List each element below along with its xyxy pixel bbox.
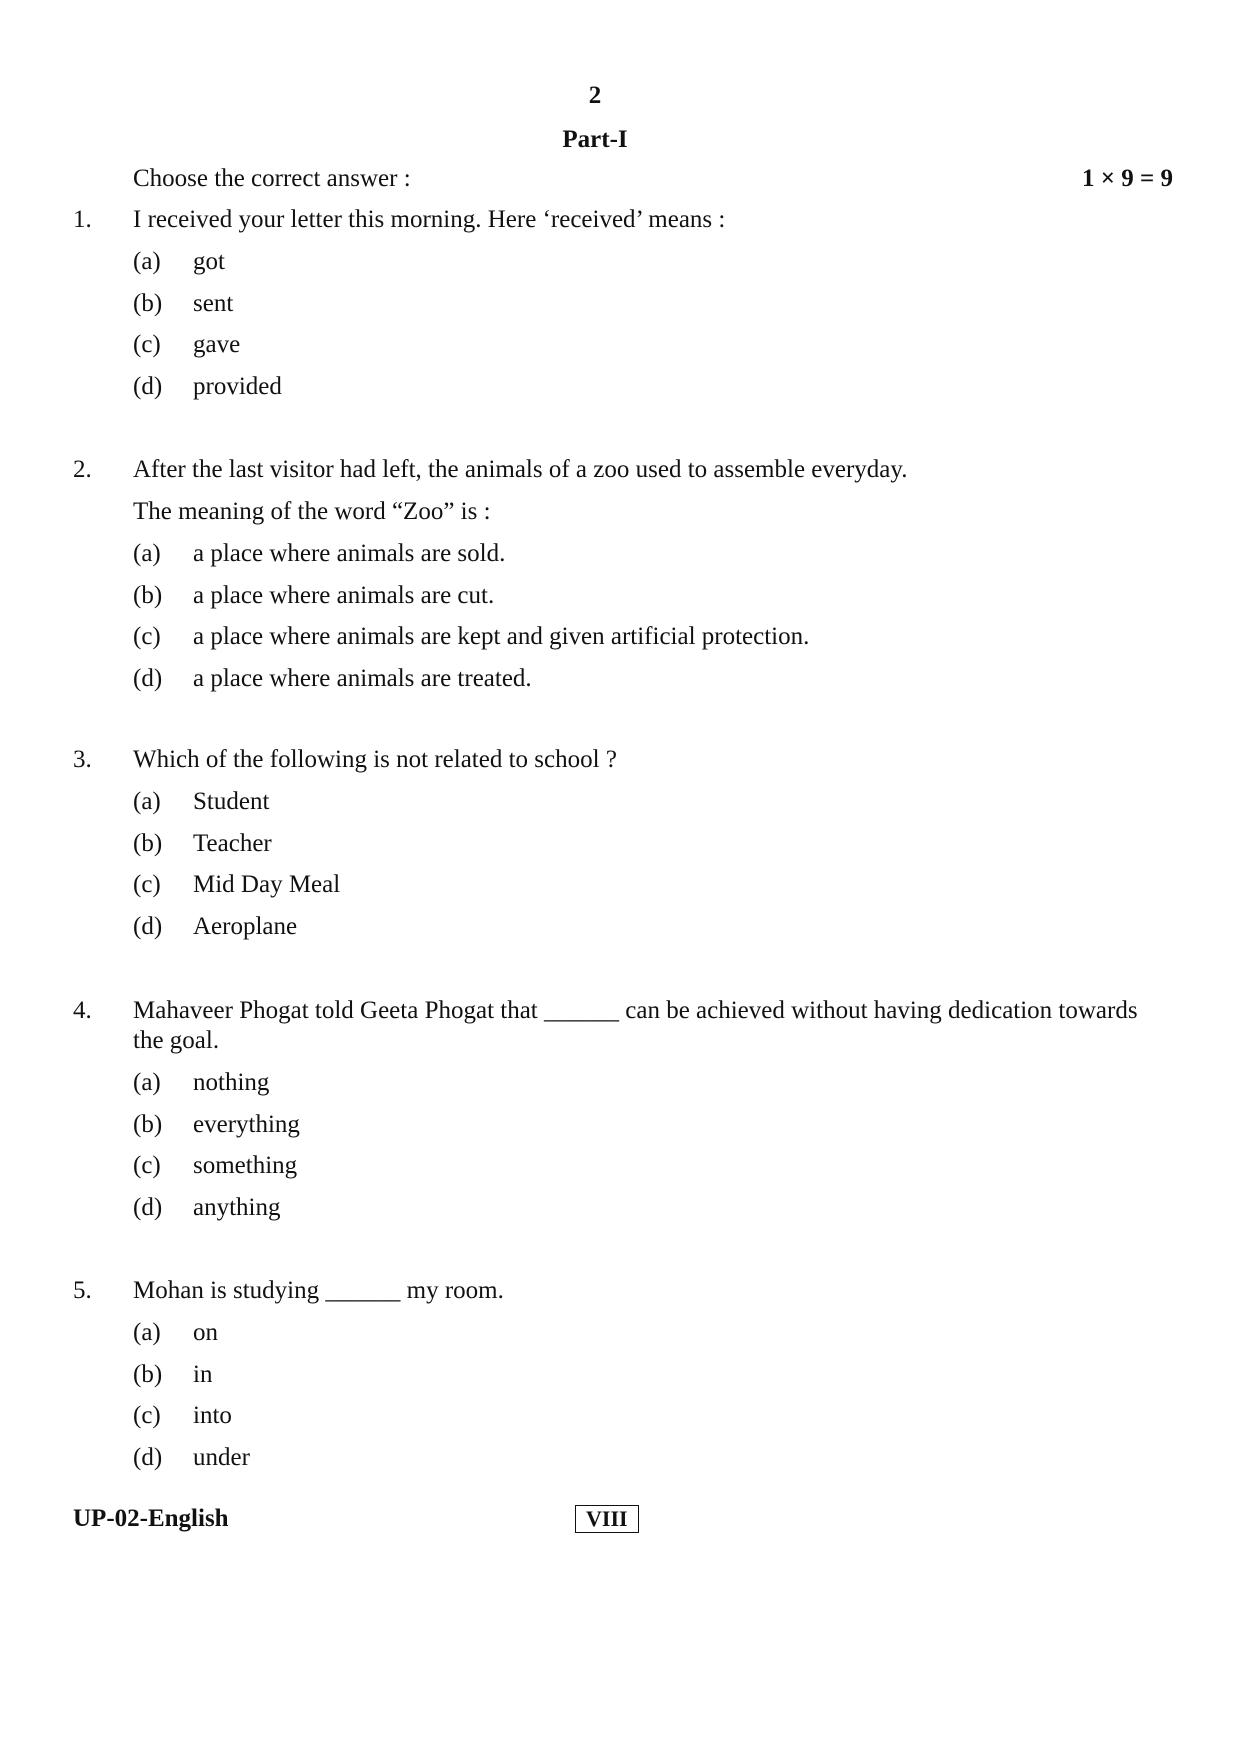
option-text: Teacher <box>193 829 272 857</box>
option-letter: (b) <box>133 289 163 317</box>
question-text: I received your letter this morning. Here ‘received’ means : <box>133 206 726 233</box>
options-list <box>73 787 1153 953</box>
option-text: into <box>193 1402 232 1429</box>
option-c <box>73 622 1153 664</box>
option-letter: (a) <box>133 248 161 275</box>
page-footer <box>73 1505 1173 1541</box>
options-list <box>73 247 1153 413</box>
option-text: sent <box>193 289 234 317</box>
option-text: in <box>193 1360 213 1388</box>
option-letter: (d) <box>133 1193 163 1221</box>
option-b <box>73 1110 1153 1152</box>
option-text: a place where animals are kept and given artificial protection. <box>193 623 810 650</box>
question-number: 3. <box>73 746 92 773</box>
option-letter: (b) <box>133 1110 163 1138</box>
option-letter: (c) <box>133 871 161 898</box>
part-title: Part-I <box>562 126 628 153</box>
page-number: 2 <box>588 82 602 109</box>
question-4 <box>73 996 1153 1234</box>
option-letter: (a) <box>133 1319 161 1346</box>
paper-code: UP-02-English <box>73 1505 229 1532</box>
option-letter: (b) <box>133 1360 163 1388</box>
options-list <box>73 1318 1153 1484</box>
option-a <box>73 1318 1153 1360</box>
question-number: 5. <box>73 1277 92 1304</box>
option-d <box>73 664 1153 706</box>
option-c <box>73 1401 1153 1443</box>
option-letter: (d) <box>133 912 163 940</box>
option-letter: (c) <box>133 623 161 650</box>
option-d <box>73 1193 1153 1235</box>
option-text: nothing <box>193 1069 270 1096</box>
question-text: Which of the following is not related to school ? <box>133 746 617 773</box>
option-a <box>73 247 1153 289</box>
option-a <box>73 539 1153 581</box>
option-b <box>73 829 1153 871</box>
option-text: gave <box>193 331 241 358</box>
option-text: on <box>193 1319 218 1346</box>
option-text: Aeroplane <box>193 912 298 940</box>
marks-allotted: 1 × 9 = 9 <box>1082 165 1173 192</box>
question-text: Mohan is studying ______ my room. <box>133 1277 504 1304</box>
option-text: a place where animals are sold. <box>193 540 506 567</box>
question-number: 4. <box>73 997 92 1024</box>
question-number: 2. <box>73 456 92 483</box>
option-text: provided <box>193 372 282 400</box>
option-b <box>73 581 1153 623</box>
option-letter: (d) <box>133 664 163 692</box>
question-3 <box>73 745 1153 953</box>
option-text: everything <box>193 1110 300 1138</box>
question-1 <box>73 205 1153 413</box>
option-text: Mid Day Meal <box>193 871 341 898</box>
option-text: a place where animals are cut. <box>193 581 495 609</box>
option-letter: (a) <box>133 788 161 815</box>
class-label-box: VIII <box>575 1505 639 1533</box>
option-text: a place where animals are treated. <box>193 664 532 692</box>
question-2 <box>73 455 1153 705</box>
option-text: under <box>193 1443 250 1471</box>
option-d <box>73 912 1153 954</box>
option-d <box>73 1443 1153 1485</box>
option-a <box>73 787 1153 829</box>
option-c <box>73 1151 1153 1193</box>
option-letter: (c) <box>133 1402 161 1429</box>
option-c <box>73 330 1153 372</box>
option-a <box>73 1068 1153 1110</box>
option-letter: (d) <box>133 1443 163 1471</box>
option-letter: (a) <box>133 540 161 567</box>
option-d <box>73 372 1153 414</box>
options-list <box>73 539 1153 705</box>
option-c <box>73 870 1153 912</box>
option-letter: (c) <box>133 1152 161 1179</box>
option-text: something <box>193 1152 298 1179</box>
option-b <box>73 1360 1153 1402</box>
option-text: anything <box>193 1193 281 1221</box>
option-letter: (b) <box>133 581 163 609</box>
option-text: got <box>193 248 225 275</box>
option-b <box>73 289 1153 331</box>
instruction-text: Choose the correct answer : <box>133 165 411 192</box>
option-text: Student <box>193 788 270 815</box>
question-subtext: The meaning of the word “Zoo” is : <box>133 498 491 525</box>
option-letter: (a) <box>133 1069 161 1096</box>
question-5 <box>73 1276 1153 1484</box>
options-list <box>73 1068 1153 1234</box>
option-letter: (d) <box>133 372 163 400</box>
option-letter: (b) <box>133 829 163 857</box>
option-letter: (c) <box>133 331 161 358</box>
question-text: Mahaveer Phogat told Geeta Phogat that ______ can be achieved without having dedication towards the goal. <box>133 997 1138 1054</box>
question-number: 1. <box>73 206 92 233</box>
question-text: After the last visitor had left, the animals of a zoo used to assemble everyday. <box>133 456 908 483</box>
instruction-row <box>133 165 1173 197</box>
